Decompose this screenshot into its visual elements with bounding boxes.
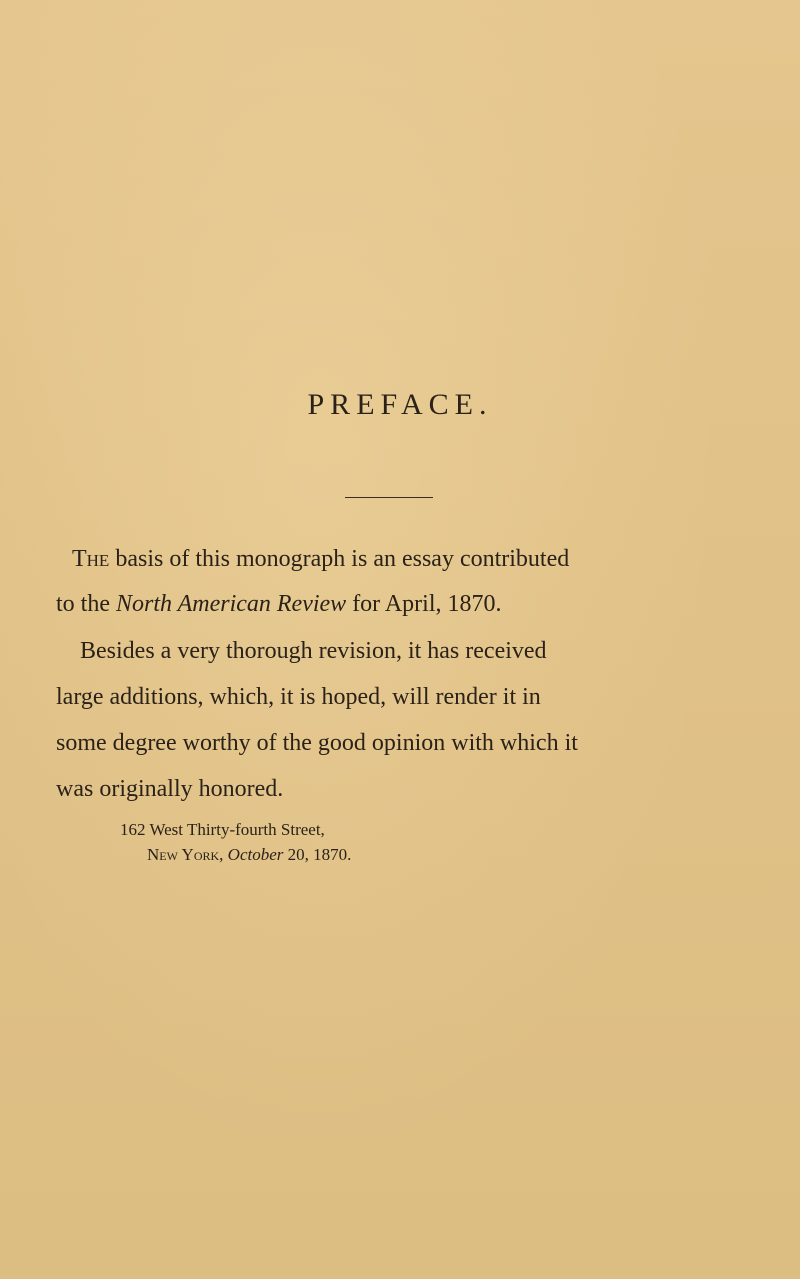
preface-heading: PREFACE. (307, 388, 493, 421)
text-line-3: Besides a very thorough revision, it has received (80, 638, 547, 664)
text-line-1: The basis of this monograph is an essay contributed (72, 546, 570, 572)
signature-month: October (227, 845, 284, 864)
lead-word: The (72, 546, 110, 572)
signature-city: New York, (147, 845, 224, 864)
text-line-2: to the North American Review for April, 1870. (56, 591, 502, 617)
text-line-5: some degree worthy of the good opinion with which it (56, 730, 578, 756)
text-line-6: was originally honored. (56, 776, 284, 802)
signature-date-line: New York, October 20, 1870. (147, 845, 352, 864)
heading-divider (345, 497, 433, 498)
text-line-4: large additions, which, it is hoped, will render it in (56, 684, 541, 710)
signature-address: 162 West Thirty-fourth Street, (120, 820, 325, 839)
journal-title: North American Review (116, 591, 347, 617)
